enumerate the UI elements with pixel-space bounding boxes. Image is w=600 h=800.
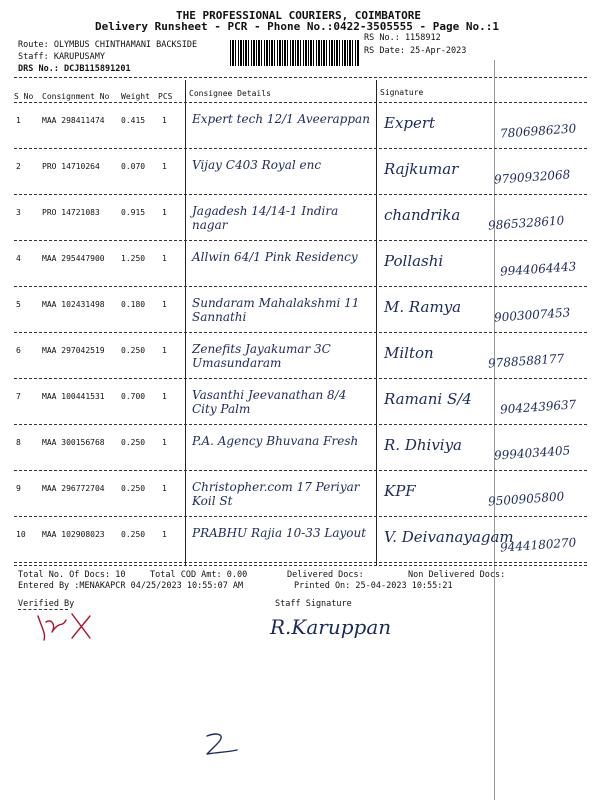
row-consignee-handwritten: Allwin 64/1 Pink Residency [192, 250, 358, 264]
row-signature-handwritten: Rajkumar [384, 160, 459, 178]
row-phone-handwritten: 9042439637 [499, 397, 577, 417]
row-phone-handwritten: 9788588177 [487, 351, 565, 371]
verified-by-label: Verified By [18, 599, 75, 609]
row-divider [14, 194, 587, 195]
row-consignment-no: MAA 100441531 [42, 392, 105, 401]
row-signature-handwritten: chandrika [384, 206, 461, 224]
col-consignment: Consignment No [42, 92, 110, 101]
row-sno: 7 [16, 392, 21, 401]
row-consignee-handwritten: Jagadesh 14/14-1 Indira nagar [192, 204, 339, 232]
row-phone-handwritten: 9790932068 [493, 167, 571, 187]
row-signature-handwritten: KPF [384, 482, 416, 500]
table-bottom-divider [14, 565, 587, 566]
col-consignee: Consignee Details [189, 89, 271, 98]
row-phone-handwritten: 7806986230 [499, 121, 577, 141]
row-sno: 6 [16, 346, 21, 355]
row-sno: 10 [16, 530, 26, 539]
row-divider [14, 424, 587, 425]
row-weight: 0.915 [121, 208, 146, 217]
row-consignment-no: MAA 295447900 [42, 254, 105, 263]
row-divider [14, 470, 587, 471]
row-sno: 3 [16, 208, 21, 217]
row-divider [14, 148, 587, 149]
grid-line [494, 60, 495, 800]
row-sno: 5 [16, 300, 21, 309]
row-divider [14, 516, 587, 517]
row-consignee-handwritten: Vijay C403 Royal enc [192, 158, 322, 172]
stray-mark [203, 730, 243, 760]
drs-number: DRS No.: DCJB115891201 [18, 64, 131, 74]
company-name: THE PROFESSIONAL COURIERS, COIMBATORE [176, 9, 422, 22]
row-sno: 1 [16, 116, 21, 125]
row-consignee-handwritten: P.A. Agency Bhuvana Fresh [192, 434, 359, 448]
row-sno: 2 [16, 162, 21, 171]
row-consignment-no: MAA 296772704 [42, 484, 105, 493]
row-consignee-handwritten: Christopher.com 17 Periyar Koil St [192, 480, 360, 508]
total-docs: Total No. Of Docs: 10 [18, 570, 126, 580]
row-signature-handwritten: Pollashi [384, 252, 444, 270]
row-pcs: 1 [162, 116, 167, 125]
row-consignment-no: MAA 102908023 [42, 530, 105, 539]
row-signature-handwritten: V. Deivanayagam [384, 528, 514, 546]
col-pcs: PCS [158, 92, 173, 101]
row-signature-handwritten: R. Dhiviya [384, 436, 463, 454]
row-pcs: 1 [162, 162, 167, 171]
rs-date: RS Date: 25-Apr-2023 [364, 46, 467, 56]
row-divider [14, 102, 587, 103]
delivered-docs: Delivered Docs: [287, 570, 364, 580]
row-phone-handwritten: 9003007453 [493, 305, 571, 325]
col-signature: Signature [380, 88, 424, 97]
row-phone-handwritten: 9865328610 [487, 213, 565, 233]
row-consignee-handwritten: Expert tech 12/1 Aveerappan [192, 112, 370, 126]
row-sno: 8 [16, 438, 21, 447]
row-pcs: 1 [162, 438, 167, 447]
staff-signature-label: Staff Signature [275, 599, 352, 609]
row-consignment-no: MAA 300156768 [42, 438, 105, 447]
grid-line [185, 80, 186, 565]
row-pcs: 1 [162, 346, 167, 355]
row-weight: 0.250 [121, 438, 146, 447]
row-pcs: 1 [162, 530, 167, 539]
row-signature-handwritten: Milton [384, 344, 434, 362]
route-label: Route: OLYMBUS CHINTHAMANI BACKSIDE [18, 40, 198, 50]
row-divider [14, 378, 587, 379]
row-weight: 0.700 [121, 392, 146, 401]
barcode [230, 40, 360, 66]
col-weight: Weight [121, 92, 150, 101]
row-pcs: 1 [162, 484, 167, 493]
row-pcs: 1 [162, 208, 167, 217]
row-sno: 9 [16, 484, 21, 493]
row-divider [14, 562, 587, 563]
row-consignment-no: MAA 297042519 [42, 346, 105, 355]
row-sno: 4 [16, 254, 21, 263]
header-divider [14, 77, 587, 78]
row-phone-handwritten: 9444180270 [499, 535, 577, 555]
row-pcs: 1 [162, 254, 167, 263]
row-weight: 0.250 [121, 484, 146, 493]
row-weight: 0.415 [121, 116, 146, 125]
rs-number: RS No.: 1158912 [364, 33, 441, 43]
non-delivered-docs: Non Delivered Docs: [408, 570, 506, 580]
staff-signature-handwritten: R.Karuppan [270, 615, 392, 639]
runsheet-title: Delivery Runsheet - PCR - Phone No.:0422-3505555 - Page No.:1 [95, 20, 499, 33]
row-consignee-handwritten: Zenefits Jayakumar 3C Umasundaram [192, 342, 331, 370]
row-consignment-no: PRO 14710264 [42, 162, 100, 171]
staff-label: Staff: KARUPUSAMY [18, 52, 105, 62]
row-weight: 0.250 [121, 346, 146, 355]
row-weight: 0.180 [121, 300, 146, 309]
row-consignment-no: MAA 102431498 [42, 300, 105, 309]
row-consignee-handwritten: Vasanthi Jeevanathan 8/4 City Palm [192, 388, 347, 416]
printed-on: Printed On: 25-04-2023 10:55:21 [294, 581, 453, 591]
row-phone-handwritten: 9500905800 [487, 489, 565, 509]
row-weight: 0.250 [121, 530, 146, 539]
row-divider [14, 286, 587, 287]
row-pcs: 1 [162, 300, 167, 309]
verified-by-signature [32, 608, 102, 648]
row-consignment-no: PRO 14721083 [42, 208, 100, 217]
row-consignment-no: MAA 298411474 [42, 116, 105, 125]
row-signature-handwritten: Expert [384, 114, 436, 132]
col-sno: S No [14, 92, 34, 101]
row-consignee-handwritten: Sundaram Mahalakshmi 11 Sannathi [192, 296, 360, 324]
total-cod: Total COD Amt: 0.00 [150, 570, 248, 580]
row-divider [14, 240, 587, 241]
row-weight: 1.250 [121, 254, 146, 263]
row-consignee-handwritten: PRABHU Rajia 10-33 Layout [192, 526, 367, 540]
row-phone-handwritten: 9994034405 [493, 443, 571, 463]
row-pcs: 1 [162, 392, 167, 401]
entered-by: Entered By :MENAKAPCR 04/25/2023 10:55:07 AM [18, 581, 244, 591]
row-signature-handwritten: Ramani S/4 [384, 390, 472, 408]
row-signature-handwritten: M. Ramya [384, 298, 462, 316]
grid-line [376, 80, 377, 565]
row-weight: 0.070 [121, 162, 146, 171]
row-divider [14, 332, 587, 333]
row-phone-handwritten: 9944064443 [499, 259, 577, 279]
